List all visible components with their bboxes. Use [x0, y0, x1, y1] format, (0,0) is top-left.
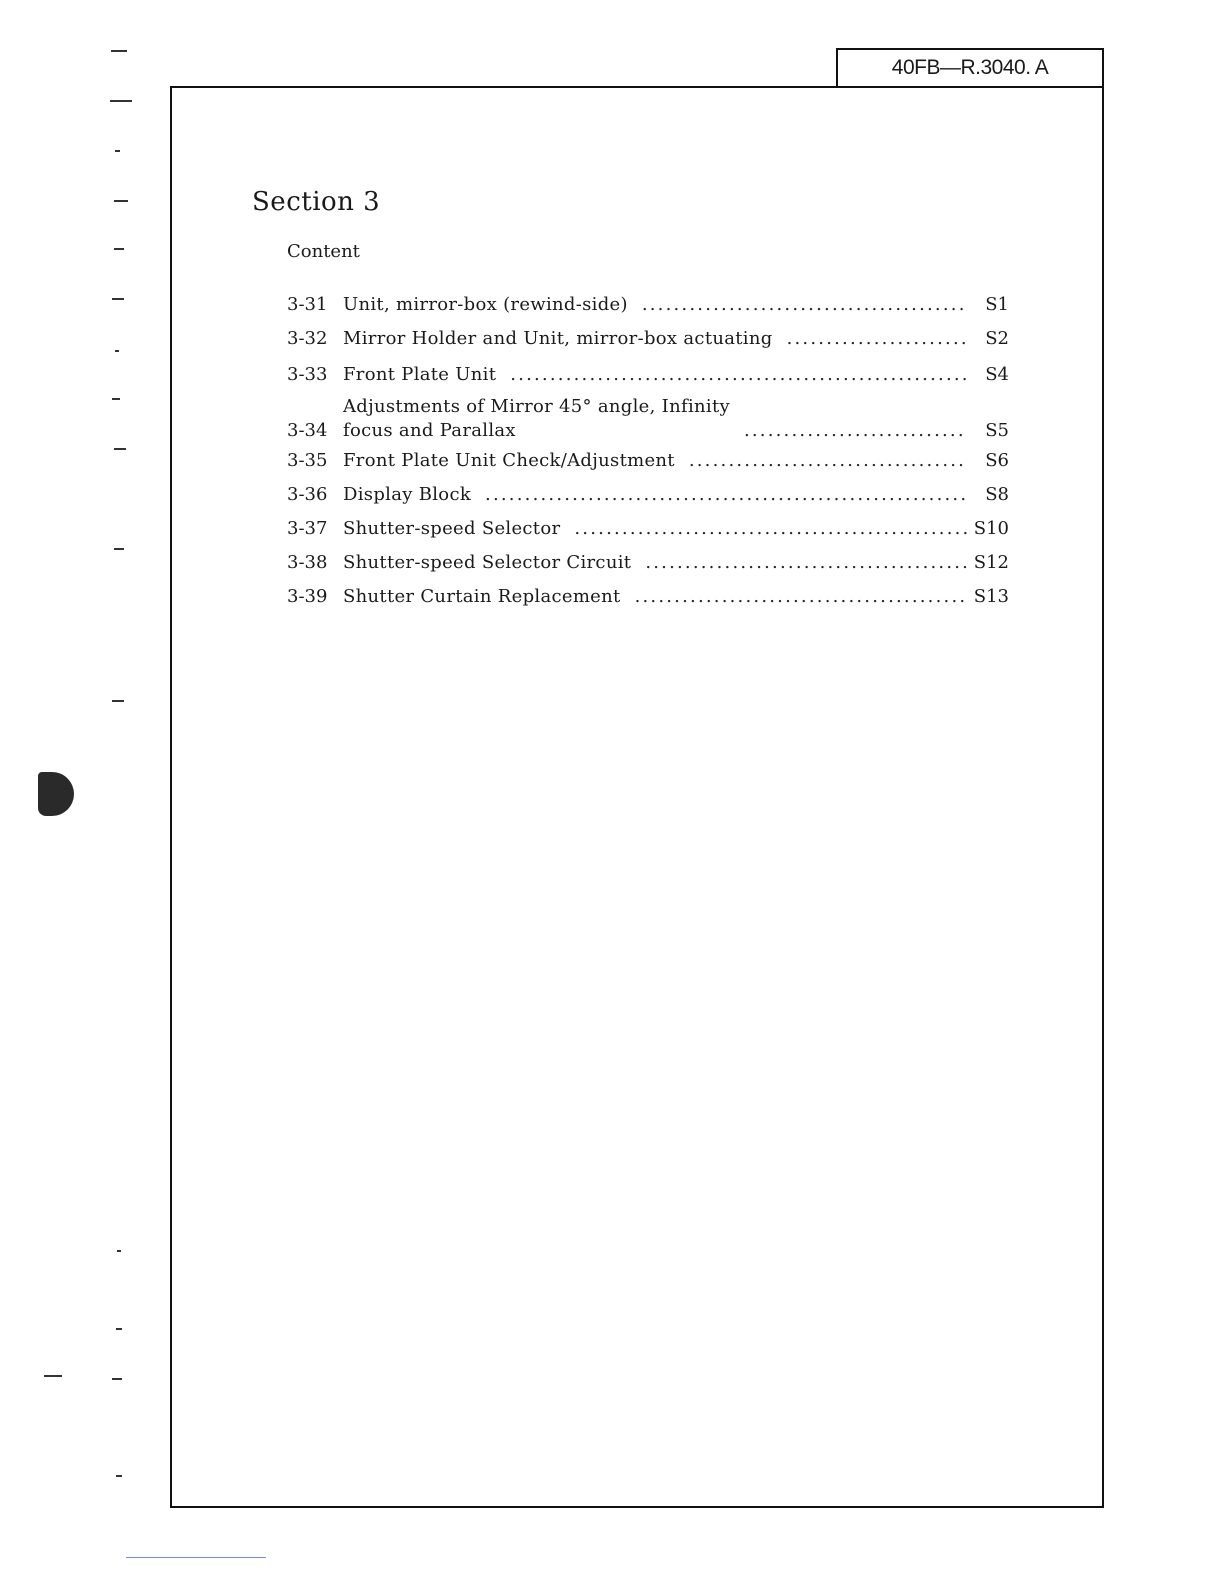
margin-mark	[112, 398, 120, 400]
table-of-contents	[287, 285, 1009, 609]
toc-entry	[287, 585, 1009, 609]
toc-entry-number: 3-38	[287, 552, 328, 573]
toc-entry-title: Front Plate Unit	[343, 364, 497, 385]
margin-mark	[114, 548, 124, 550]
margin-mark	[116, 1328, 122, 1330]
margin-mark	[111, 50, 127, 52]
toc-entry	[287, 449, 1009, 473]
toc-entry-title: Mirror Holder and Unit, mirror-box actuating	[343, 328, 773, 349]
toc-leader-dots	[645, 551, 967, 575]
punch-hole-mark	[38, 772, 74, 816]
document-id-text: 40FB—R.3040. A	[891, 56, 1049, 79]
margin-mark	[117, 1250, 121, 1252]
toc-entry	[287, 327, 1009, 351]
toc-leader-dots	[787, 327, 967, 351]
toc-entry	[287, 483, 1009, 507]
toc-entry-title: focus and Parallax	[343, 420, 516, 441]
toc-entry-title: Shutter Curtain Replacement	[343, 586, 621, 607]
toc-entry-page: S8	[985, 484, 1009, 505]
toc-entry-page: S5	[985, 420, 1009, 441]
toc-entry-title: Unit, mirror-box (rewind-side)	[343, 294, 628, 315]
margin-mark	[114, 448, 126, 450]
toc-entry-page: S6	[985, 450, 1009, 471]
toc-entry-title: Display Block	[343, 484, 472, 505]
toc-entry-number: 3-35	[287, 450, 328, 471]
toc-leader-dots	[510, 363, 967, 387]
toc-entry-number: 3-34	[287, 420, 328, 441]
toc-entry-number: 3-33	[287, 364, 328, 385]
margin-mark	[112, 1378, 122, 1380]
toc-entry-title: Front Plate Unit Check/Adjustment	[343, 450, 675, 471]
toc-leader-dots	[635, 585, 967, 609]
toc-entry-title: Adjustments of Mirror 45° angle, Infinity	[343, 396, 730, 417]
section-title: Section 3	[252, 187, 381, 218]
content-heading: Content	[287, 241, 360, 262]
toc-entry-number: 3-31	[287, 294, 328, 315]
toc-entry-number: 3-32	[287, 328, 328, 349]
toc-entry-number: 3-36	[287, 484, 328, 505]
toc-entry-title: Shutter-speed Selector	[343, 518, 561, 539]
margin-mark	[115, 350, 119, 352]
document-id	[836, 48, 1104, 86]
toc-entry	[287, 293, 1009, 317]
toc-entry-page: S13	[973, 586, 1009, 607]
toc-entry-title: Shutter-speed Selector Circuit	[343, 552, 632, 573]
margin-mark	[44, 1375, 62, 1377]
margin-mark	[112, 700, 124, 702]
toc-entry-page: S10	[973, 518, 1009, 539]
toc-entry-page: S4	[985, 364, 1009, 385]
margin-mark	[114, 200, 128, 202]
margin-mark	[114, 248, 124, 250]
toc-entry-number: 3-37	[287, 518, 328, 539]
toc-leader-dots	[642, 293, 967, 317]
toc-leader-dots	[744, 419, 967, 443]
toc-entry	[287, 363, 1009, 387]
toc-entry-number: 3-39	[287, 586, 328, 607]
margin-mark	[110, 100, 132, 102]
toc-entry	[287, 517, 1009, 541]
toc-leader-dots	[689, 449, 967, 473]
scan-line	[126, 1557, 266, 1558]
margin-mark	[112, 298, 124, 300]
toc-entry-page: S12	[973, 552, 1009, 573]
toc-entry	[287, 395, 1009, 443]
toc-leader-dots	[485, 483, 967, 507]
toc-entry	[287, 551, 1009, 575]
margin-mark	[116, 1475, 122, 1477]
toc-entry-page: S2	[985, 328, 1009, 349]
margin-mark	[115, 150, 120, 152]
toc-leader-dots	[574, 517, 967, 541]
toc-entry-page: S1	[985, 294, 1009, 315]
